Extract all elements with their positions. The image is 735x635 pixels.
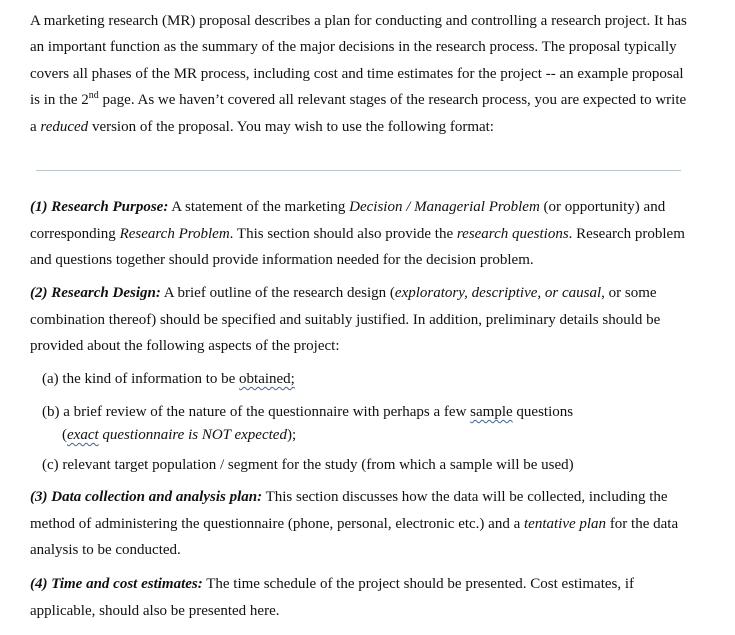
intro-superscript: nd — [88, 90, 99, 102]
section-1-text-4: . Research problem and questions together should provide information needed for the decision problem. — [30, 225, 685, 268]
item-b2-underlined: exact — [67, 427, 99, 443]
intro-text-3: version of the proposal. You may wish to use the following format: — [88, 118, 494, 135]
section-1-italic-1: Decision / Managerial Problem — [349, 199, 540, 215]
list-item-b-continuation — [62, 422, 296, 448]
item-b2-italic: questionnaire is NOT expected — [98, 427, 287, 443]
intro-reduced: reduced — [40, 118, 89, 135]
section-data-collection — [30, 484, 695, 564]
section-3-heading: (3) Data collection and analysis plan: — [30, 489, 263, 505]
item-b2-close: ); — [286, 427, 297, 443]
section-1-text-2: (or opportunity) and corresponding — [30, 199, 666, 242]
item-b-text-end: questions — [512, 404, 574, 420]
item-a-underlined: obtained; — [239, 371, 295, 387]
item-b-text: (b) a brief review of the nature of the questionnaire with perhaps a few — [42, 404, 471, 420]
section-4-text-1: The time schedule of the project should be presented. Cost estimates, if applicable, should also be presented here. — [30, 576, 635, 619]
intro-paragraph — [30, 8, 695, 140]
section-2-italic-1: exploratory, descriptive, or causal — [394, 285, 602, 301]
section-1-italic-3: research questions — [456, 225, 569, 242]
intro-text-2: page. As we haven’t covered all relevant stages of the research process, you are expected to write a — [30, 92, 687, 135]
section-time-cost — [30, 571, 665, 624]
section-research-design — [30, 280, 690, 360]
list-item-c — [42, 452, 574, 478]
section-1-text-1: A statement of the marketing — [168, 199, 350, 215]
section-3-text-2: for the data analysis to be conducted. — [30, 515, 679, 558]
list-item-a — [42, 366, 295, 392]
section-research-purpose — [30, 194, 690, 274]
intro-text-1: A marketing research (MR) proposal describes a plan for conducting and controlling a research project. It has an important function as the summary of the major decisions in the research process. The proposal typically covers all phases of the MR process, including cost and time estimates for the project -- an example proposal is in the 2 — [30, 13, 687, 109]
item-b-underlined: sample — [470, 404, 513, 420]
section-2-text-1: A brief outline of the research design ( — [160, 285, 395, 301]
item-b2-open: ( — [62, 427, 67, 443]
document-page — [30, 8, 720, 619]
section-2-heading: (2) Research Design: — [30, 285, 161, 301]
section-1-heading: (1) Research Purpose: — [30, 199, 169, 215]
horizontal-divider — [36, 170, 681, 171]
section-3-italic-1: tentative plan — [524, 515, 607, 532]
section-4-heading: (4) Time and cost estimates: — [30, 576, 203, 592]
section-1-text-3: . This section should also provide the — [229, 225, 457, 242]
item-c-text: (c) relevant target population / segment for the study (from which a sample will be used) — [42, 457, 574, 473]
section-3-text-1: This section discusses how the data will be collected, including the method of administering the questionnaire (phone, personal, electronic etc.) and a — [30, 489, 668, 532]
section-1-italic-2: Research Problem — [119, 225, 230, 242]
item-a-text: (a) the kind of information to be — [42, 371, 240, 387]
section-2-text-2: , or some combination thereof) should be specified and suitably justified. In addition, preliminary details should be provided about the following aspects of the project: — [30, 285, 661, 354]
